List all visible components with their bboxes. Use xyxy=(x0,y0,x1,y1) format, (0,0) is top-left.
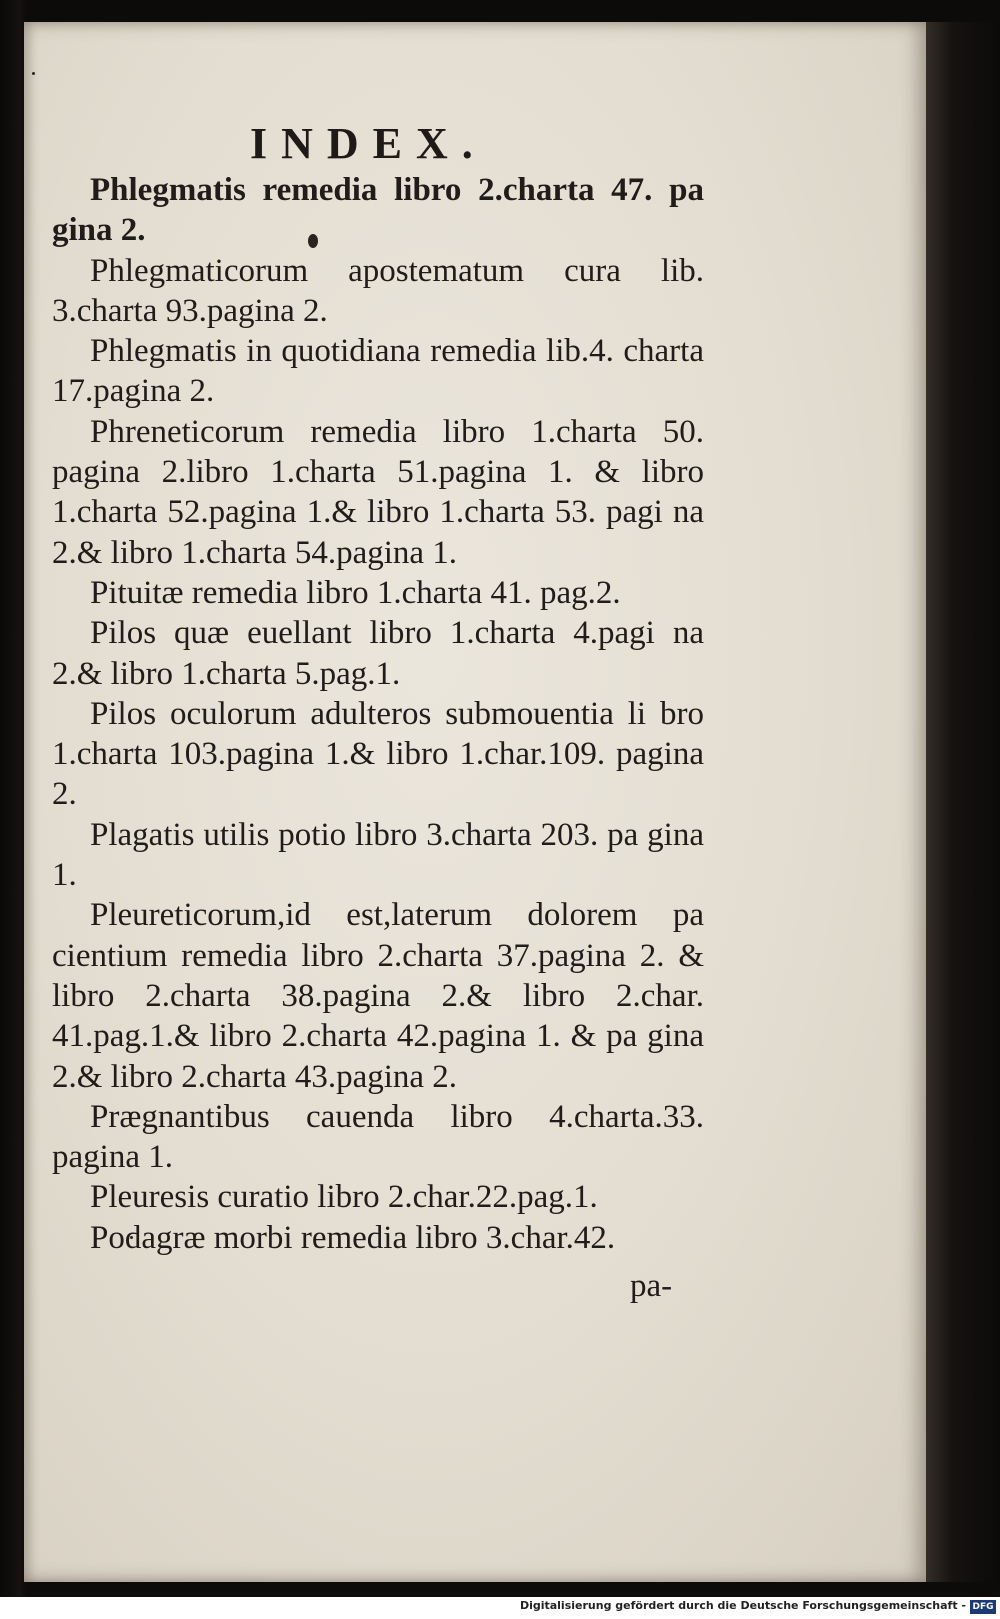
ink-speck xyxy=(32,72,35,75)
index-entry: Pleureticorum,id est,laterum dolorem pa cientium remedia libro 2.charta 37.pagina 2. & libro 2.charta 38.pagina 2.& libro 2.char. 41.pag.1.& libro 2.charta 42.pagina 1. & pa gina 2.& libro 2.charta 43.pagina 2. xyxy=(52,897,704,1095)
running-head: INDEX. xyxy=(250,119,487,168)
index-entry: Pilos quæ euellant libro 1.charta 4.pagi na 2.& libro 1.charta 5.pag.1. xyxy=(52,615,704,692)
index-entry: Phlegmatis remedia libro 2.charta 47. pa gina 2. xyxy=(52,172,704,249)
index-entries xyxy=(52,170,704,1258)
dfg-logo: DFG xyxy=(970,1600,996,1614)
index-entry: Phreneticorum remedia libro 1.charta 50. pagina 2.libro 1.charta 51.pagina 1. & libro 1.charta 52.pagina 1.& libro 1.charta 53. pagi na 2.& libro 1.charta 54.pagina 1. xyxy=(52,413,704,571)
footer-bar xyxy=(0,1597,1000,1619)
index-entry: Pilos oculorum adulteros submouentia li bro 1.charta 103.pagina 1.& libro 1.char.109. pagina 2. xyxy=(52,695,704,813)
index-entry: Pleuresis curatio libro 2.char.22.pag.1. xyxy=(90,1179,598,1216)
index-entry: Podagræ morbi remedia libro 3.char.42. xyxy=(90,1219,616,1256)
catchword: pa- xyxy=(630,1268,673,1304)
index-entry: Pituitæ remedia libro 1.charta 41. pag.2. xyxy=(90,574,621,611)
funding-notice: Digitalisierung gefördert durch die Deutsche Forschungsgemeinschaft - xyxy=(519,1599,966,1612)
index-entry: Phlegmatis in quotidiana remedia lib.4. charta 17.pagina 2. xyxy=(52,333,704,410)
index-entry: Phlegmaticorum apostematum cura lib. 3.charta 93.pagina 2. xyxy=(52,252,704,329)
index-entry: Plagatis utilis potio libro 3.charta 203. pa gina 1. xyxy=(52,816,704,894)
book-spine-shadow xyxy=(920,22,1000,1582)
index-entry: Prægnantibus cauenda libro 4.charta.33. pagina 1. xyxy=(52,1098,704,1176)
